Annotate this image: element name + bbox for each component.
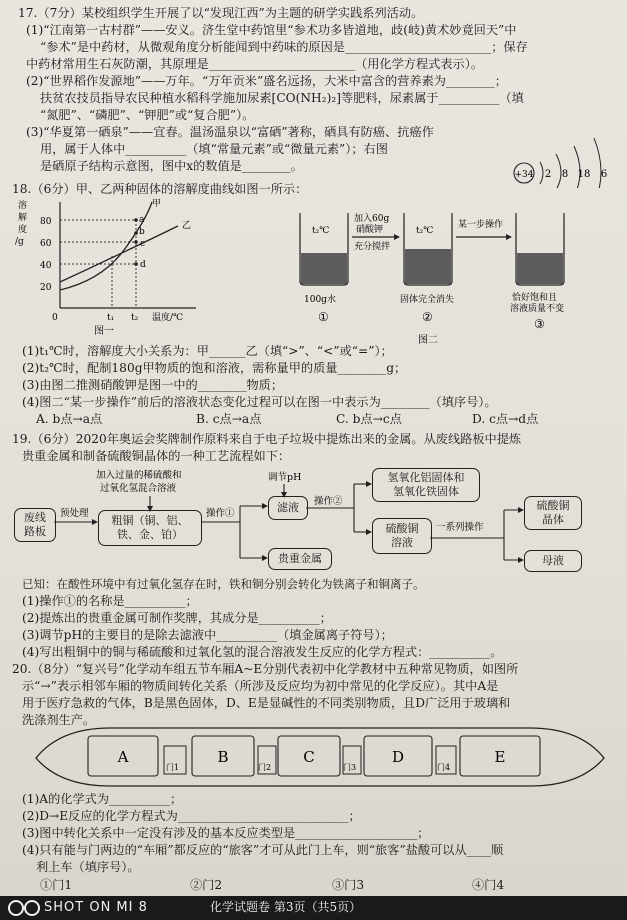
car-label: A	[117, 748, 129, 766]
q17-line: (3)“华夏第一硒泉”——宜春。温汤温泉以“富硒”著称，硒具有防癌、抗癌作	[26, 125, 434, 139]
box-text: 路板	[24, 525, 46, 538]
q19-subq: (1)操作①的名称是__________；	[22, 594, 198, 608]
shell-electrons: 8	[561, 169, 569, 180]
x-axis-label: 温度/℃	[152, 313, 184, 323]
q18-line: (3)由图二推测硝酸钾是图一中的________物质；	[22, 378, 284, 392]
q19-line: 贵重金属和制备硫酸铜晶体的一种工艺流程如下：	[22, 449, 291, 463]
box-text: 贵重金属	[278, 552, 322, 565]
q17-line: (2)“世界稻作发源地”——万年。“万年贡米”盛名远扬，大米中富含的营养素为________；	[26, 74, 507, 88]
point-b	[134, 231, 138, 235]
q19-line: 19.（6分）2020年奥运会奖牌制作原料来自于电子垃圾中提炼出来的金属。从废线路板中提炼	[12, 432, 522, 446]
atom-nucleus-label: +34	[514, 170, 534, 180]
train-diagram	[30, 724, 610, 790]
box-mother-liquor	[524, 550, 582, 572]
arrow-label: 硝酸钾	[356, 225, 384, 235]
point-c	[134, 240, 138, 244]
shell-arc	[540, 162, 543, 184]
arrow-head	[506, 234, 512, 240]
shell-electrons: 6	[600, 169, 608, 180]
door-label: 门1	[166, 763, 180, 772]
q18-option: D. c点→d点	[472, 412, 539, 426]
figure-caption: 图二	[418, 335, 438, 346]
x-tick-label: t₁	[107, 313, 115, 323]
car-label: B	[217, 748, 229, 766]
box-text: 硫酸铜	[385, 522, 419, 535]
door-label: 门3	[343, 763, 357, 772]
box-crude-copper	[98, 510, 202, 546]
q20-line: 洗涤剂生产。	[22, 713, 96, 727]
box-text: 滤液	[277, 501, 299, 514]
q18-line: 18.（6分）甲、乙两种固体的溶解度曲线如图一所示：	[12, 182, 308, 196]
x-tick-label: t₂	[131, 313, 139, 323]
q17-line: 是硒原子结构示意图，图中x的数值是________。	[40, 159, 303, 173]
figure-caption: 图一	[94, 326, 114, 337]
box-waste-board	[14, 508, 56, 542]
reagent-label: 加入过量的稀硫酸和	[96, 470, 182, 481]
arrow-head	[394, 234, 400, 240]
q19-known: 已知：在酸性环境中有过氧化氢存在时，铁和铜分别会转化为铁离子和铜离子。	[22, 577, 425, 591]
q20-subq: 利上车（填序号）。	[36, 860, 140, 874]
q17-line: 扶贫农技员指导农民种植水稻科学施加尿素[CO(NH₂)₂]等肥料，尿素属于__________（填	[40, 91, 524, 105]
beaker-label: 固体完全消失	[400, 295, 455, 305]
box-text: 铁、金、铂）	[117, 528, 183, 541]
q20-line: 20.（8分）“复兴号”化学动车组五节车厢A~E分别代表初中化学教材中五种常见物质，如图所	[12, 662, 519, 676]
door-label: 门2	[258, 763, 272, 772]
q19-subq: (3)调节pH的主要目的是除去滤液中__________（填金属离子符号）；	[22, 628, 393, 642]
beaker-label: 恰好饱和且	[512, 293, 558, 303]
q18-option: B. c点→a点	[196, 412, 262, 426]
curve-yi-label: 乙	[182, 221, 192, 231]
beaker-3-liquid	[517, 253, 563, 284]
q18-option: C. b点→c点	[336, 412, 402, 426]
arrow-label: 某一步操作	[458, 220, 504, 230]
beaker-label: 溶液质量不变	[510, 304, 565, 314]
q20-line: 示“→”表示相邻车厢的物质间转化关系（所涉及反应均为初中常见的化学反应）。其中A是	[22, 679, 499, 693]
pretreat-label: 预处理	[60, 508, 89, 519]
beaker-number: ③	[534, 317, 545, 331]
q20-subq: (2)D→E反应的化学方程式为____________________________；	[22, 809, 361, 823]
op2-label: 操作②	[314, 496, 343, 507]
q20-subq: (4)只有能与门两边的“车厢”都反应的“旅客”才可从此门上车，则“旅客”盐酸可以从____顺	[22, 843, 504, 857]
box-copper-sulfate-crystal	[524, 496, 582, 530]
shell-electrons: 18	[577, 169, 591, 180]
beaker-experiment-diagram	[290, 205, 590, 350]
solubility-graph	[12, 196, 212, 338]
point-a	[134, 218, 138, 222]
shell-arc	[556, 154, 561, 188]
q20-line: 用于医疗急救的气体，B是黑色固体，D、E是显碱性的不同类别物质，且D广泛用于玻璃和	[22, 696, 511, 710]
q19-subq: (2)提炼出的贵重金属可制作奖牌，其成分是__________；	[22, 611, 332, 625]
box-text: 氢氧化铁固体	[393, 485, 459, 498]
curve-jia-label: 甲	[152, 199, 162, 209]
shell-electrons: 2	[544, 169, 552, 180]
q18-line: (1)t₁℃时，溶解度大小关系为：甲______乙（填“>”、“<”或“=”）；	[22, 344, 393, 358]
selenium-atom-diagram	[508, 128, 620, 188]
box-filtrate	[268, 496, 308, 520]
y-axis-label: /g	[15, 237, 24, 247]
y-axis-label: 解	[18, 213, 28, 223]
point-d	[134, 262, 138, 266]
box-hydroxides	[372, 468, 480, 502]
y-tick-label: 80	[40, 217, 52, 227]
y-axis-label: 溶	[18, 201, 28, 211]
box-copper-sulfate-solution	[372, 518, 432, 554]
q20-subq: (1)A的化学式为__________；	[22, 792, 183, 806]
reagent-label: 过氧化氢混合溶液	[100, 483, 177, 494]
point-label: c	[140, 239, 146, 249]
point-label: a	[139, 215, 145, 225]
shell-arc	[574, 146, 580, 188]
origin-label: 0	[52, 313, 58, 323]
q17-line: 中药材常用生石灰防潮，其原理是________________________（用化学方程式表示）。	[26, 57, 484, 71]
box-text: 废线	[24, 511, 46, 524]
q20-subq: (3)图中转化关系中一定没有涉及的基本反应类型是____________________；	[22, 826, 430, 840]
q18-option: A. b点→a点	[36, 412, 103, 426]
beaker-1-liquid	[301, 253, 347, 284]
shell-arc	[594, 138, 601, 188]
adjust-label: 调节pH	[268, 472, 302, 483]
q17-line: 用，属于人体中__________（填“常量元素”或“微量元素”）；右图	[40, 142, 388, 156]
series-ops-label: 一系列操作	[436, 522, 484, 533]
q17-line: “参术”是中药材，从微观角度分析能闻到中药味的原因是________________________；保存	[40, 40, 528, 54]
box-precious-metal	[268, 548, 332, 570]
q18-line: (2)t₂℃时，配制180g甲物质的饱和溶液，需称量甲的质量________g；	[22, 361, 407, 375]
q18-line: (4)图二“某一步操作”前后的溶液状态变化过程可以在图一中表示为________（填序号）。	[22, 395, 497, 409]
q17-line: “氮肥”、“磷肥”、“钾肥”或“复合肥”）。	[40, 108, 255, 122]
car-label: C	[303, 748, 315, 766]
beaker-temp: t₂℃	[416, 226, 434, 236]
y-tick-label: 40	[40, 261, 52, 271]
point-label: b	[139, 227, 145, 237]
y-tick-label: 20	[40, 283, 52, 293]
q20-option: ②门2	[190, 878, 223, 892]
q20-option: ①门1	[40, 878, 73, 892]
car-label: D	[391, 748, 405, 766]
box-text: 硫酸铜	[536, 499, 570, 512]
arrow-label: 充分搅拌	[354, 242, 391, 252]
op1-label: 操作①	[206, 508, 235, 519]
q17-line: 17.（7分）某校组织学生开展了以“发现江西”为主题的研学实践系列活动。	[18, 6, 424, 20]
car-label: E	[494, 748, 506, 766]
beaker-temp: t₂℃	[312, 226, 330, 236]
q19-subq: (4)写出粗铜中的铜与稀硫酸和过氧化氢的混合溶液发生反应的化学方程式：__________。	[22, 645, 503, 659]
curve-yi	[60, 226, 178, 282]
y-axis-label: 度	[18, 225, 28, 235]
box-text: 母液	[542, 554, 564, 567]
y-tick-label: 60	[40, 239, 52, 249]
q17-line: (1)“江南第一古村群”——安义。济生堂中药馆里“参术功多皆道地，歧(岐)黄术妙竟回天”中	[26, 23, 517, 37]
box-text: 晶体	[542, 513, 564, 526]
point-label: d	[140, 260, 146, 270]
beaker-2-liquid	[405, 249, 451, 284]
page-number: 化学试题卷 第3页（共5页）	[210, 900, 362, 914]
door-label: 门4	[437, 763, 451, 772]
box-text: 氢氧化铝固体和	[387, 471, 465, 484]
process-flowchart	[0, 466, 627, 576]
box-text: 粗铜（铜、铝、	[111, 514, 189, 527]
beaker-label: 100g水	[304, 295, 336, 305]
beaker-number: ②	[422, 310, 433, 324]
box-text: 溶液	[391, 536, 413, 549]
beaker-number: ①	[318, 310, 329, 324]
q20-option: ④门4	[472, 878, 505, 892]
watermark-text: SHOT ON MI 8	[44, 900, 148, 915]
q20-option: ③门3	[332, 878, 365, 892]
arrow-label: 加入60g	[354, 214, 390, 224]
